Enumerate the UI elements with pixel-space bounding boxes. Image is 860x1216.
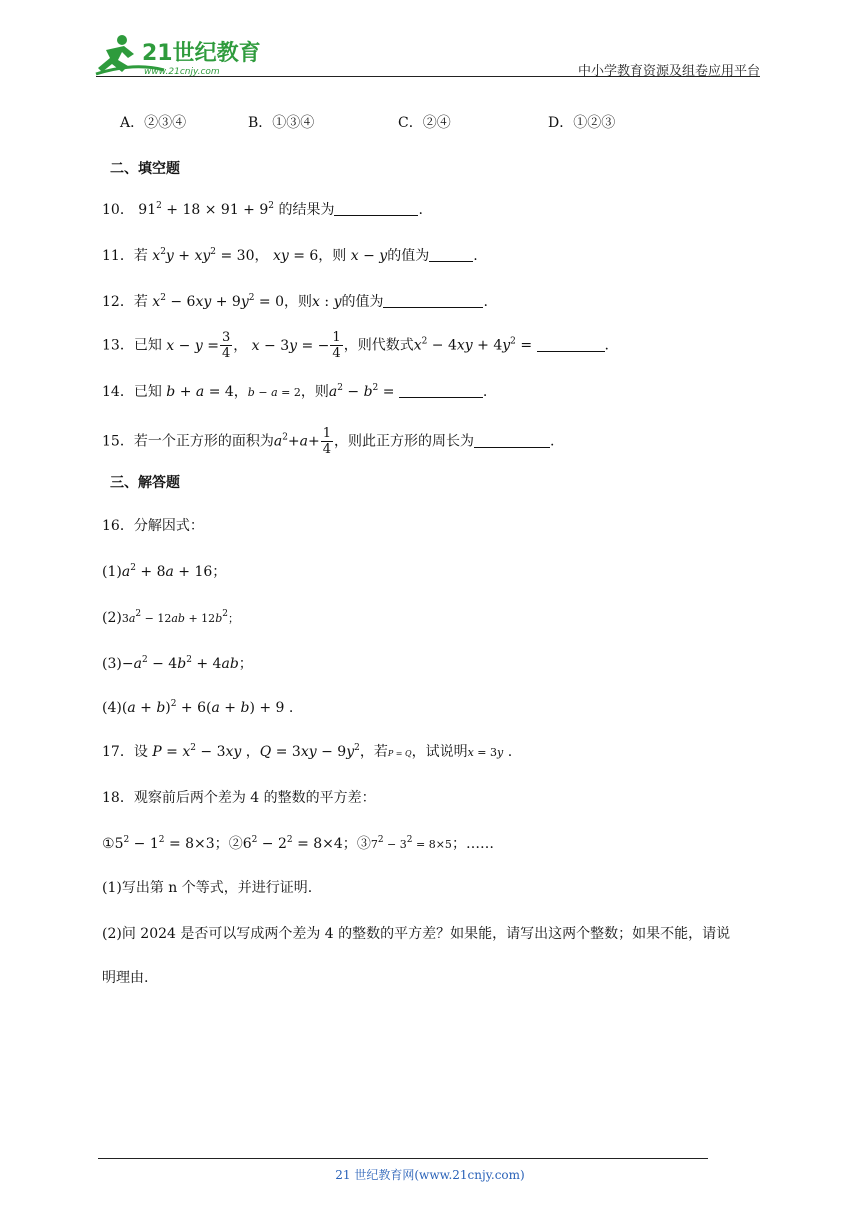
- q18-part-2: (2)问 2024 是否可以写成两个差为 4 的整数的平方差？如果能，请写出这两个整数；如果不能，请说: [102, 926, 731, 942]
- q18-part-1: (1)写出第 n 个等式，并进行证明.: [102, 880, 313, 896]
- q14-number: 14．: [102, 384, 134, 400]
- q17-number: 17．: [102, 744, 134, 760]
- q16-part-3: $(3)-a^2 - 4b^2 + 4ab$；: [102, 655, 253, 672]
- q10-answer-blank: [334, 201, 418, 216]
- q14-text: ，则: [300, 384, 329, 400]
- q10-expression: $91^2 + 18 \times 91 + 9^2$: [138, 201, 275, 218]
- q13-answer-blank: [537, 337, 605, 352]
- question-11: 11．若 $x^2y + xy^2 = 30$， xy = 6，则 x − y的值为 .: [102, 247, 478, 264]
- q14-equation: b + a = 4，b − a = 2: [166, 384, 301, 400]
- q12-text: 的值为: [341, 294, 384, 310]
- q15-text-lead: 若一个正方形的面积为: [133, 433, 274, 450]
- section-title-fill-blank: 二、填空题: [110, 161, 180, 177]
- q11-number: 11．: [102, 248, 134, 264]
- question-12: 12．若 $x^2 - 6xy + 9y^2 = 0$，则x : y的值为 .: [102, 293, 488, 310]
- q12-number: 12．: [102, 294, 134, 310]
- q11-equation: $x^2y + xy^2 = 30$， xy = 6，则 x − y: [152, 247, 388, 264]
- q15-answer-blank: [474, 433, 550, 448]
- svg-text:21世纪教育: 21世纪教育: [142, 41, 261, 66]
- q10-text: 的结果为: [278, 202, 335, 218]
- svg-text:www.21cnjy.com: www.21cnjy.com: [144, 67, 220, 77]
- q13-equation: x − y = $\frac{3}{4}$ ， x − 3y = − $\frac{1}{4}$: [166, 330, 341, 361]
- q18-examples: $①5^2 - 1^2 = 8\times 3$；$②6^2 - 2^2 = 8\times 4$；$③7^2 - 3^2 = 8\times 5$；……: [102, 835, 494, 852]
- q15-text: ，则此正方形的周长为: [334, 433, 475, 450]
- footer-divider: [98, 1158, 708, 1159]
- question-15: 15．若一个正方形的面积为$a^2+a+$ $\frac{1}{4}$ ，则此正方形的周长为 .: [102, 426, 555, 457]
- q18-part-2-cont: 明理由.: [102, 970, 149, 986]
- header-divider: [96, 76, 760, 77]
- q16-number: 16．: [102, 518, 134, 534]
- option-a: A．②③④: [120, 115, 187, 131]
- runner-logo-icon: [94, 32, 264, 78]
- question-13: 13．已知 x − y = $\frac{3}{4}$ ， x − 3y = − $\frac{1}{4}$ ，则代数式$x^2 - 4xy + 4y^2$ = .: [102, 330, 609, 361]
- q11-text: 的值为: [387, 248, 430, 264]
- q16-part-2: $(2)3a^2 - 12ab + 12b^2$；: [102, 609, 239, 626]
- q12-answer-blank: [383, 293, 483, 308]
- question-18: [102, 788, 376, 808]
- q17-text: ，试说明: [411, 744, 468, 760]
- option-c: C．②④: [398, 115, 451, 131]
- q13-text: ，则代数式: [343, 337, 414, 354]
- q11-answer-blank: [429, 247, 473, 262]
- q18-number: 18．: [102, 790, 134, 806]
- q13-number: 13．: [102, 337, 134, 354]
- question-17: 17．设 $P = x^2 - 3xy$ ，$Q = 3xy - 9y^2$，若P = Q，试说明x = 3y .: [102, 743, 513, 760]
- site-logo: [94, 32, 264, 78]
- option-b: B．①③④: [248, 115, 315, 131]
- q10-number: 10．: [102, 202, 134, 218]
- q16-text: 分解因式：: [133, 518, 204, 534]
- q15-number: 15．: [102, 433, 134, 450]
- option-d: D．①②③: [548, 115, 616, 131]
- q12-equation: $x^2 - 6xy + 9y^2 = 0$，则x : y: [152, 293, 342, 310]
- q14-answer-blank: [399, 383, 483, 398]
- question-14: 14．已知 b + a = 4，b − a = 2，则$a^2 - b^2$ = .: [102, 383, 488, 400]
- question-16: [102, 516, 204, 536]
- q16-part-1: $(1)a^2 + 8a + 16$；: [102, 563, 227, 580]
- section-title-solve: 三、解答题: [110, 475, 180, 491]
- q18-text: 观察前后两个差为 4 的整数的平方差：: [133, 790, 376, 806]
- q16-part-4: $(4)(a + b)^2 + 6(a + b) + 9$ .: [102, 699, 294, 716]
- question-10: 10． $91^2 + 18 \times 91 + 9^2$ 的结果为 .: [102, 201, 423, 218]
- header-tagline: 中小学教育资源及组卷应用平台: [577, 64, 760, 79]
- footer-link[interactable]: 21 世纪教育网(www.21cnjy.com): [335, 1168, 525, 1182]
